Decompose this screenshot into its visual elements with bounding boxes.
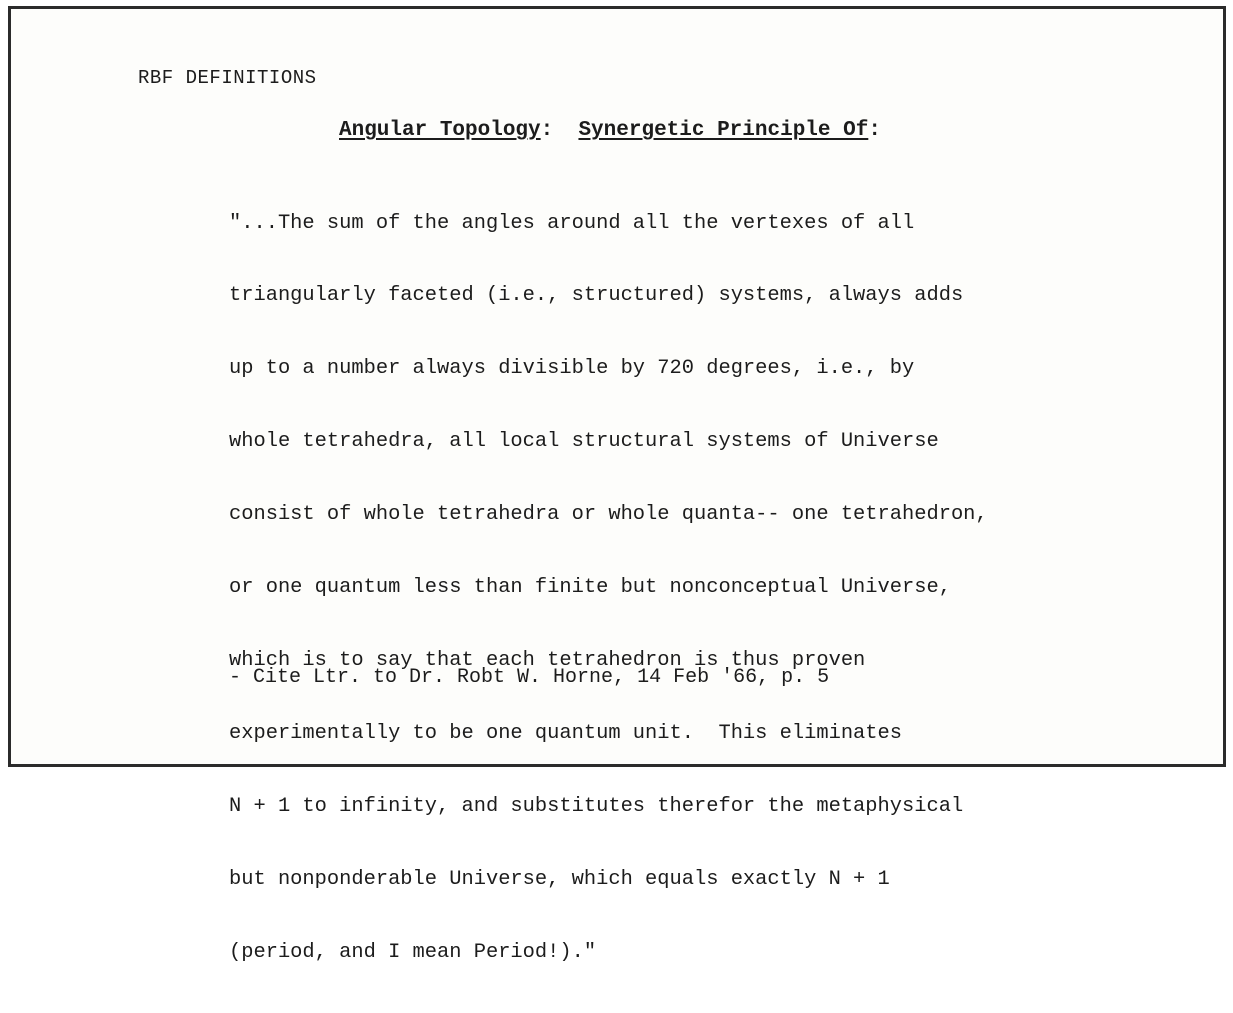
citation: - Cite Ltr. to Dr. Robt W. Horne, 14 Feb '66, p. 5 — [229, 666, 830, 689]
quote-line: but nonponderable Universe, which equals exactly N + 1 — [229, 867, 890, 891]
quote-line: whole tetrahedra, all local structural systems of Universe — [229, 430, 939, 454]
quote-line: or one quantum less than finite but nonconceptual Universe, — [229, 576, 951, 600]
quote-line: up to a number always divisible by 720 degrees, i.e., by — [229, 357, 915, 381]
definition-title — [339, 119, 881, 142]
title-subterm: Synergetic Principle Of — [578, 119, 869, 142]
card-header: RBF DEFINITIONS — [138, 67, 317, 89]
definition-card — [8, 6, 1226, 964]
title-term: Angular Topology — [339, 119, 541, 142]
quote-line: "...The sum of the angles around all the vertexes of all — [229, 211, 915, 235]
quote-line: experimentally to be one quantum unit. This eliminates — [229, 721, 903, 745]
title-end: : — [868, 119, 881, 142]
definition-quote — [229, 163, 1129, 1013]
quote-line: triangularly faceted (i.e., structured) systems, always adds — [229, 284, 964, 308]
quote-line: (period, and I mean Period!)." — [229, 940, 597, 964]
quote-line: which is to say that each tetrahedron is thus proven — [229, 648, 866, 672]
title-separator: : — [540, 119, 579, 142]
quote-line: N + 1 to infinity, and substitutes therefor the metaphysical — [229, 794, 964, 818]
quote-line: consist of whole tetrahedra or whole quanta-- one tetrahedron, — [229, 503, 988, 527]
